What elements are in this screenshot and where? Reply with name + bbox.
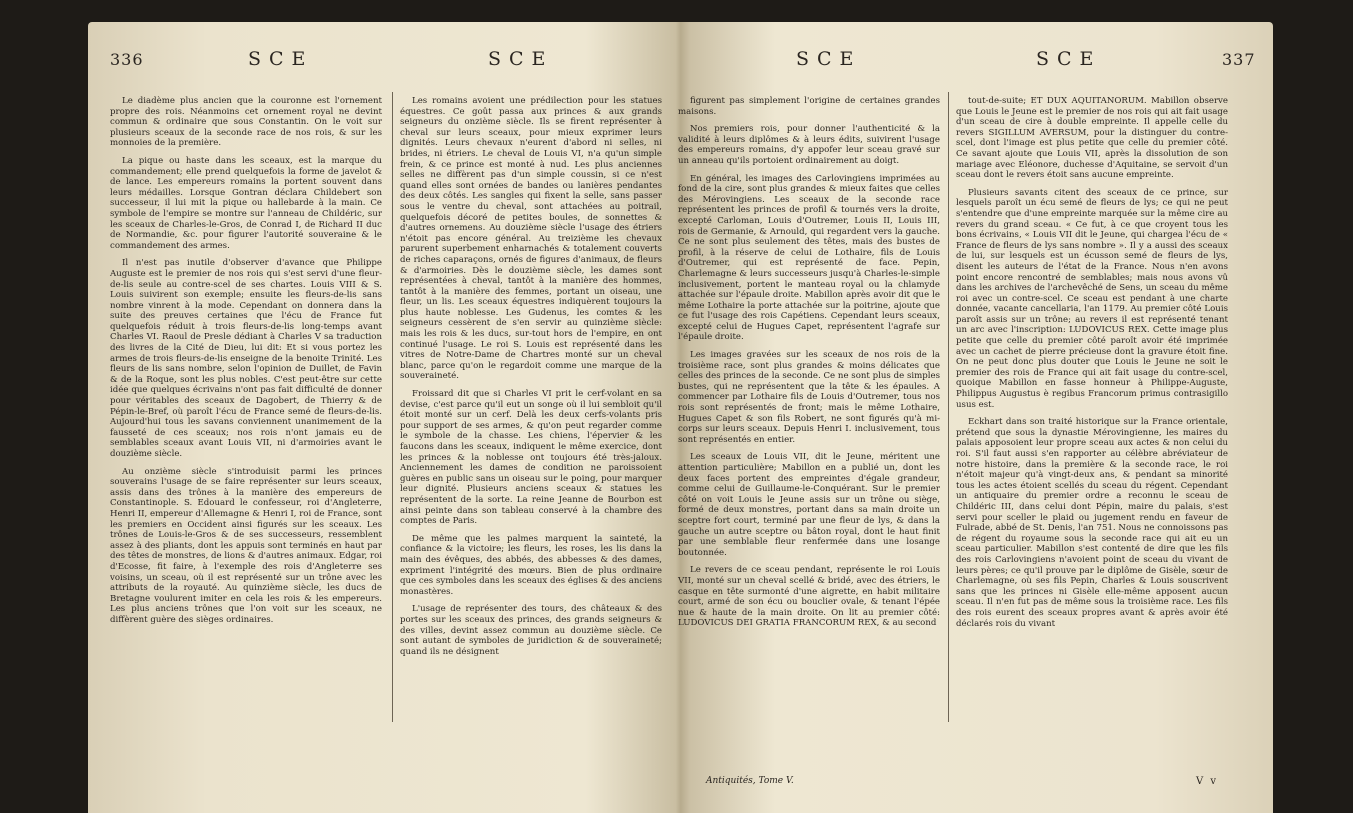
running-head-right-b: SCE (1036, 48, 1102, 70)
column-rule-left (392, 92, 393, 722)
paragraph: Le revers de ce sceau pendant, représente le roi Louis VII, monté sur un cheval scellé & bridé, avec des étriers, le casque en tête surmonté d'une aigrette, en habit militaire court, armé de son écu ou bouclier ovale, & tenant l'épée nue & haute de la main droite. On lit au premier côté: LUDOVICUS DEI GRATIA FRANCORUM REX, & au second (678, 565, 940, 629)
signature-mark: V v (1196, 776, 1219, 787)
volume-footer: Antiquités, Tome V. (706, 776, 794, 786)
paragraph: Plusieurs savants citent des sceaux de ce prince, sur lesquels paroît un écu semé de fleurs de lys; ce qui ne peut s'entendre que d'une empreinte marquée sur la même cire au revers du grand sceau. « Ce fut, à ce que croyent tous les bons écrivains, « Louis VII dit le Jeune, qui chargea l'écu de « France de fleurs de lys sans nombre ». Il y a aussi des sceaux de lui, sur lesquels est un écusson semé de fleurs de lys, disent les auteurs de l'état de la France. Nous n'en avons point encore rencontré de semblables; mais nous avons vû dans les archives de l'archevêché de Sens, un sceau du même roi avec un contre-scel. Ce sceau est pendant à une charte donnée, vacante cancellaria, l'an 1179. Au premier côté Louis paroît assis sur un trône; au revers il est représenté tenant un arc avec l'inscription: LUDOVICUS REX. Cette image plus petite que celle du premier côté paroît avoir été imprimée avec un cachet de pierre précieuse dont la gravure étoit fine. On ne peut donc plus douter que Louis le Jeune ne soit le premier des rois de France qui ait fait usage du contre-scel, quoique Mabillon en fasse honneur à Philippe-Auguste, Philippus Augustus è regibus Francorum primus contrasigillo usus est. (956, 187, 1228, 410)
paragraph: Nos premiers rois, pour donner l'authenticité & la validité à leurs diplômes & à leurs édits, suivirent l'usage des empereurs romains, d'y appofer leur sceau gravé sur un anneau qu'ils portoient ordinairement au doigt. (678, 124, 940, 166)
paragraph: Les sceaux de Louis VII, dit le Jeune, méritent une attention particulière; Mabillon en a publié un, dont les deux faces portent des empreintes d'égale grandeur, comme celui de Guillaume-le-Conquérant. Sur le premier côté on voit Louis le Jeune assis sur un trône ou siège, formé de deux monstres, portant dans sa main droite un sceptre fort court, terminé par une fleur de lys, & dans la gauche un autre sceptre ou bâton royal, dont le haut finit par une semblable fleur renfermée dans une losange boutonnée. (678, 452, 940, 558)
right-page (676, 0, 1273, 791)
paragraph: Au onzième siècle s'introduisit parmi les princes souverains l'usage de se faire représenter sur leurs sceaux, assis dans des trônes à la manière des empereurs de Constantinople. S. Edouard le confesseur, roi d'Angleterre, Henri II, empereur d'Allemagne & Henri I, roi de France, sont les premiers en Occident ainsi figurés sur les sceaux. Les trônes de Louis-le-Gros & de ses successeurs, ressemblent assez à des pliants, dont les appuis sont terminés en haut par des têtes de monstres, de lions & d'autres animaux. Edgar, roi d'Ecosse, fit faire, à l'exemple des rois d'Angleterre ses voisins, un sceau, où il est représenté sur un trône avec les attributs de la royauté. Au quinzième siècle, les ducs de Bretagne voulurent imiter en cela les rois & les empereurs. Les plus anciens trônes que l'on voit sur les sceaux, ne diffèrent guère des sièges ordinaires. (110, 466, 382, 625)
right-column-2 (956, 96, 1228, 636)
left-column-2 (400, 96, 662, 664)
paragraph: En général, les images des Carlovingiens imprimées au fond de la cire, sont plus grandes & mieux faites que celles des Mérovingiens. Les sceaux de la seconde race représentent les princes de profil & tournés vers la droite, excepté Carloman, Louis d'Outremer, Louis II, Louis III, rois de Germanie, & Arnould, qui regardent vers la gauche. Ce ne sont plus seulement des têtes, mais des bustes de profil, à la réserve de celui de Lothaire, fils de Louis d'Outremer, qui est représenté de face. Pepin, Charlemagne & leurs successeurs jusqu'à Charles-le-simple inclusivement, portent le manteau royal ou la chlamyde attachée sur l'épaule droite. Mabillon après avoir dit que le même Lothaire la porte attachée sur la poitrine, ajoute que ce fut l'usage des rois Capétiens. Cependant leurs sceaux, excepté celui de Hugues Capet, représentent l'agrafe sur l'épaule droite. (678, 173, 940, 343)
paragraph: Les images gravées sur les sceaux de nos rois de la troisième race, sont plus grandes & moins délicates que celles des princes de la seconde. Ce ne sont plus de simples bustes, qui ne représentent que la tête & les épaules. A commencer par Lothaire fils de Louis d'Outremer, tous nos rois sont représentés de front; mais le même Lothaire, Hugues Capet & son fils Robert, ne sont figurés qu'à mi-corps sur leurs sceaux. Depuis Henri I. inclusivement, tous sont représentés en entier. (678, 350, 940, 445)
left-column-1 (110, 96, 382, 633)
page-number-right: 337 (1222, 50, 1256, 69)
paragraph: Froissard dit que si Charles VI prit le cerf-volant en sa devise, c'est parce qu'il eut un songe où il lui sembloit qu'il étoit monté sur un cerf. Delà les deux cerfs-volants pris pour support de ses armes, & qu'on peut regarder comme le symbole de la chasse. Les chiens, l'épervier & les faucons dans les sceaux, indiquent le même exercice, dont les princes & la noblesse ont toujours été très-jaloux. Anciennement les dames de condition ne paroissoient guères en public sans un oiseau sur le poing, pour marquer leur dignité. Plusieurs anciens sceaux & statues les représentent de la sorte. La reine Jeanne de Bourbon est ainsi peinte dans son tableau conservé à la chambre des comptes de Paris. (400, 389, 662, 527)
paragraph: tout-de-suite; ET DUX AQUITANORUM. Mabillon observe que Louis le Jeune est le premier de nos rois qui ait fait usage d'un sceau de cire à double empreinte. Il appelle celle du revers SIGILLUM AVERSUM, pour la distinguer du contre-scel, dont l'image est plus petite que celle du premier côté. Ce savant ajoute que Louis VII, après la dissolution de son mariage avec Eléonore, duchesse d'Aquitaine, se servoit d'un sceau dont le revers étoit sans aucune empreinte. (956, 96, 1228, 181)
page-number-left: 336 (110, 50, 144, 69)
left-page (88, 0, 668, 791)
running-head-right-a: SCE (796, 48, 862, 70)
right-column-1 (678, 96, 940, 636)
paragraph: Les romains avoient une prédilection pour les statues équestres. Ce goût passa aux princes & aux grands seigneurs du onzième siècle. Ils se firent représenter à cheval sur leurs sceaux, pour mieux exprimer leurs dignités. Leurs chevaux n'eurent d'abord ni selles, ni brides, ni étriers. Le cheval de Louis VI, n'a qu'un simple frein, & ce prince est monté à nud. Les plus anciennes selles ne diffèrent pas d'un simple coussin, si ce n'est quand elles sont ornées de bandes ou lanières pendantes des deux côtés. Les sangles qui fixent la selle, sans passer sous le ventre du cheval, sont attachées au poitrail, quelquefois décoré de petites boules, de sonnettes & d'autres ornemens. Au douzième siècle l'usage des étriers n'étoit pas encore général. Au treizième les chevaux parurent superbement enharnachés & totalement couverts de riches caparaçons, ornés de figures d'animaux, de fleurs & d'armoiries. Dès le douzième siècle, les dames sont représentées à cheval, tantôt à la manière des hommes, tantôt à la manière des femmes, portant un oiseau, une fleur, un lis. Les sceaux équestres indiquèrent toujours la plus haute noblesse. Les Gudenus, les comtes & les seigneurs cessèrent de s'en servir au quinzième siècle: mais les rois & les ducs, sur-tout hors de l'empire, en ont continué l'usage. Le roi S. Louis est représenté dans les vitres de Notre-Dame de Chartres monté sur un cheval blanc, parce qu'on le regardoit comme une marque de la souveraineté. (400, 96, 662, 382)
paragraph: La pique ou haste dans les sceaux, est la marque du commandement; elle prend quelquefois la forme de javelot & de lance. Les empereurs romains la portent souvent dans leurs médailles. Lorsque Gontran déclara Childebert son successeur, il lui mit la pique ou hallebarde à la main. Ce symbole de l'empire se montre sur l'anneau de Childéric, sur les sceaux de Charles-le-Gros, de Conrad I, de Richard II duc de Normandie, &c. pour figurer l'autorité souveraine & le commandement des armes. (110, 155, 382, 251)
paragraph: Le diadème plus ancien que la couronne est l'ornement propre des rois. Néanmoins cet ornement royal ne devint commun & ordinaire que sous Constantin. On le voit sur plusieurs sceaux de la seconde race de nos rois, & sur les monnoies de la première. (110, 96, 382, 149)
paragraph: figurent pas simplement l'origine de certaines grandes maisons. (678, 96, 940, 117)
paragraph: Eckhart dans son traité historique sur la France orientale, prétend que sous la dynastie Mérovingienne, les maires du palais apposoient leur propre sceau aux actes & non celui du roi. S'il faut aussi s'en rapporter au célèbre abréviateur de notre histoire, dans la première & la seconde race, le roi n'étoit majeur qu'à vingt-deux ans, & pendant sa minorité tous les actes étoient scellés du sceau du régent. Cependant un antiquaire du premier ordre a reconnu le sceau de Childéric III, dans celui dont Pépin, maire du palais, s'est servi pour sceller le plaid ou jugement rendu en faveur de Fulrade, abbé de St. Denis, l'an 751. Nous ne connoissons pas de régent du royaume sous la seconde race qui ait eu un sceau particulier. Mabillon s'est contenté de dire que les fils des rois Carlovingiens n'avoient point de sceau du vivant de leurs pères; ce qu'il prouve par le diplôme de Gisèle, sœur de Charlemagne, où ses fils Pepin, Charles & Louis souscrivent sans que les princes ni Gisèle elle-même apposent aucun sceau. Il n'en fut pas de même sous la troisième race. Les fils des rois eurent des sceaux propres avant & après avoir été déclarés rois du vivant (956, 417, 1228, 629)
paragraph: De même que les palmes marquent la sainteté, la confiance & la victoire; les fleurs, les roses, les lis dans la main des évêques, des abbés, des abbesses & des dames, expriment l'intégrité des mœurs. Bien de plus ordinaire que ces symboles dans les sceaux des églises & des anciens monastères. (400, 533, 662, 597)
column-rule-right (948, 92, 949, 722)
paragraph: Il n'est pas inutile d'observer d'avance que Philippe Auguste est le premier de nos rois qui s'est servi d'une fleur-de-lis seule au contre-scel de ses chartes. Louis VIII & S. Louis suivirent son exemple; ensuite les fleurs-de-lis sans nombre vinrent à la mode. Cependant on donnera dans la suite des preuves certaines que l'écu de France fut quelquefois réduit à trois fleurs-de-lis long-temps avant Charles VI. Raoul de Presle dédiant à Charles V sa traduction des livres de la Cité de Dieu, lui dit: Et si vous portez les armes de trois fleurs-de-lis enseigne de la benoite Trinité. Les fleurs de lis sans nombre, selon l'opinion de Duillet, de Favin & de la Roque, sont les plus nobles. C'est peut-être sur cette idée que quelques écrivains n'ont pas fait difficulté de donner pour véritables des sceaux de Dagobert, de Thierry & de Pépin-le-Bref, où paroît l'écu de France semé de fleurs-de-lis. Aujourd'hui tous les savans conviennent unanimement de la fausseté de ces sceaux; nos rois n'ont jamais eu de semblables sceaux avant Louis VII, ni d'armoiries avant le douzième siècle. (110, 258, 382, 459)
paragraph: L'usage de représenter des tours, des châteaux & des portes sur les sceaux des princes, des grands seigneurs & des villes, devint assez commun au douzième siècle. Ce sont autant de symboles de juridiction & de souveraineté; quand ils ne désignent (400, 604, 662, 657)
running-head-left-a: SCE (248, 48, 314, 70)
running-head-left-b: SCE (488, 48, 554, 70)
